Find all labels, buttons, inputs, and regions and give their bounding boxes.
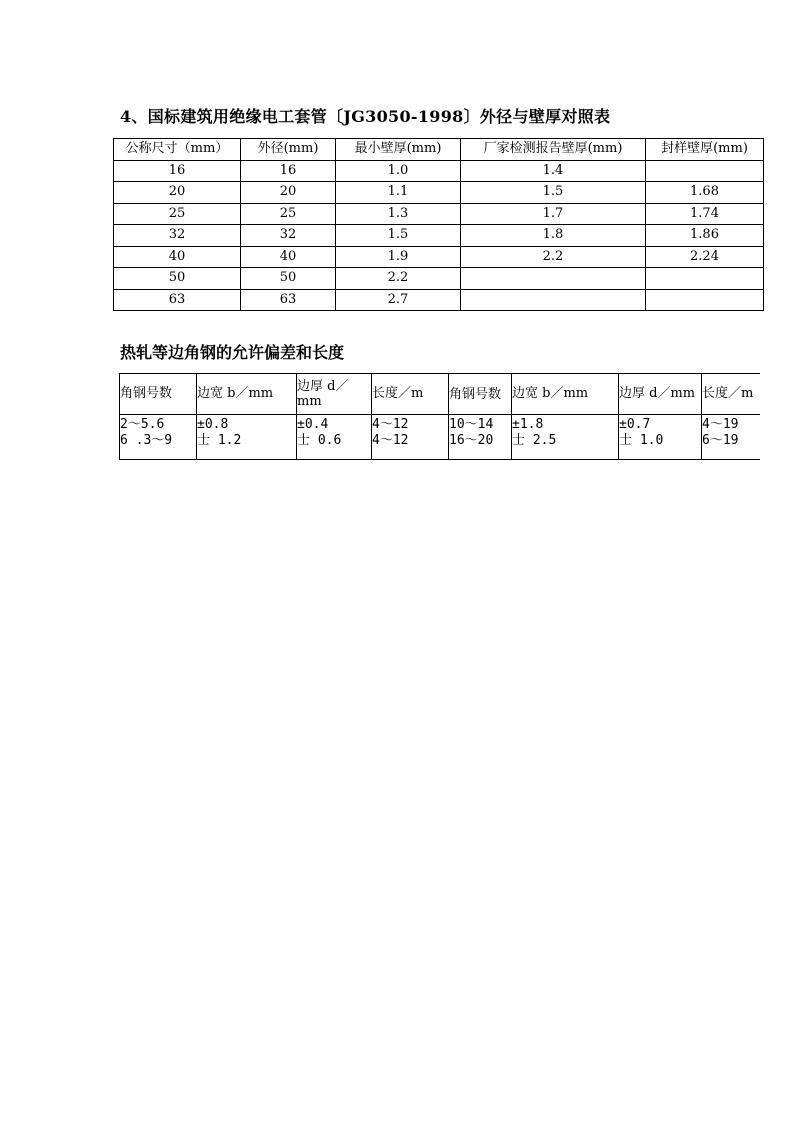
section-title-angle-steel: 热轧等边角钢的允许偏差和长度: [120, 343, 345, 362]
table-cell: 1.86: [646, 225, 764, 247]
header-cell: 边宽 b／mm: [512, 374, 619, 415]
table-row: [114, 268, 764, 290]
table-cell: 16: [241, 160, 336, 182]
table-cell: 20: [114, 182, 241, 204]
table-row: [114, 246, 764, 268]
table-row: [114, 182, 764, 204]
table-cell: 40: [241, 246, 336, 268]
table-header-row: [120, 374, 760, 415]
table-cell: 1.3: [336, 203, 461, 225]
header-cell: 边厚 d／mm: [297, 374, 372, 415]
table-row: [114, 203, 764, 225]
table-cell: [461, 289, 646, 311]
table-cell: 50: [114, 268, 241, 290]
table-cell: 50: [241, 268, 336, 290]
header-cell: 长度／m: [702, 374, 760, 415]
angle-steel-tolerance-table: [119, 373, 760, 460]
table-cell: 16: [114, 160, 241, 182]
table-cell: [461, 268, 646, 290]
table-cell: 4～19 6～19: [702, 415, 760, 460]
table-cell: 1.4: [461, 160, 646, 182]
table-cell: 2.2: [461, 246, 646, 268]
header-cell: 厂家检测报告壁厚(mm): [461, 139, 646, 161]
header-cell: 角钢号数: [120, 374, 197, 415]
table-cell: 2.24: [646, 246, 764, 268]
table-cell: ±0.8 士 1.2: [197, 415, 297, 460]
header-cell: 长度／m: [372, 374, 449, 415]
table-row: [114, 160, 764, 182]
table-cell: 25: [241, 203, 336, 225]
table-cell: [646, 289, 764, 311]
table-cell: 32: [114, 225, 241, 247]
table-header-row: [114, 139, 764, 161]
table-cell: 1.9: [336, 246, 461, 268]
header-cell: 边宽 b／mm: [197, 374, 297, 415]
table-cell: 1.5: [336, 225, 461, 247]
table-cell: 2.7: [336, 289, 461, 311]
table-cell: 1.74: [646, 203, 764, 225]
section-title-conduit: 4、国标建筑用绝缘电工套管〔JG3050-1998〕外径与壁厚对照表: [120, 107, 611, 126]
header-cell: 公称尺寸（mm）: [114, 139, 241, 161]
table-cell: ±1.8 士 2.5: [512, 415, 619, 460]
table-cell: 1.5: [461, 182, 646, 204]
table-cell: 1.1: [336, 182, 461, 204]
table-cell: 1.7: [461, 203, 646, 225]
table-row: [114, 225, 764, 247]
table-row: [114, 289, 764, 311]
table-cell: 40: [114, 246, 241, 268]
header-cell: 边厚 d／mm: [619, 374, 702, 415]
table-cell: 4～12 4～12: [372, 415, 449, 460]
table-cell: 1.0: [336, 160, 461, 182]
table-cell: 63: [241, 289, 336, 311]
header-cell: 外径(mm): [241, 139, 336, 161]
table-cell: 1.68: [646, 182, 764, 204]
table-cell: ±0.7 士 1.0: [619, 415, 702, 460]
table-cell: 20: [241, 182, 336, 204]
table-cell: 2～5.6 6 .3～9: [120, 415, 197, 460]
table-cell: 32: [241, 225, 336, 247]
table-cell: 63: [114, 289, 241, 311]
table-row: [120, 415, 760, 460]
table-cell: 10～14 16～20: [449, 415, 512, 460]
header-cell: 最小壁厚(mm): [336, 139, 461, 161]
table-cell: [646, 160, 764, 182]
table-cell: [646, 268, 764, 290]
conduit-thickness-table: [113, 138, 764, 311]
header-cell: 角钢号数: [449, 374, 512, 415]
table-cell: 1.8: [461, 225, 646, 247]
table-cell: ±0.4 士 0.6: [297, 415, 372, 460]
table-cell: 2.2: [336, 268, 461, 290]
table-cell: 25: [114, 203, 241, 225]
header-cell: 封样壁厚(mm): [646, 139, 764, 161]
